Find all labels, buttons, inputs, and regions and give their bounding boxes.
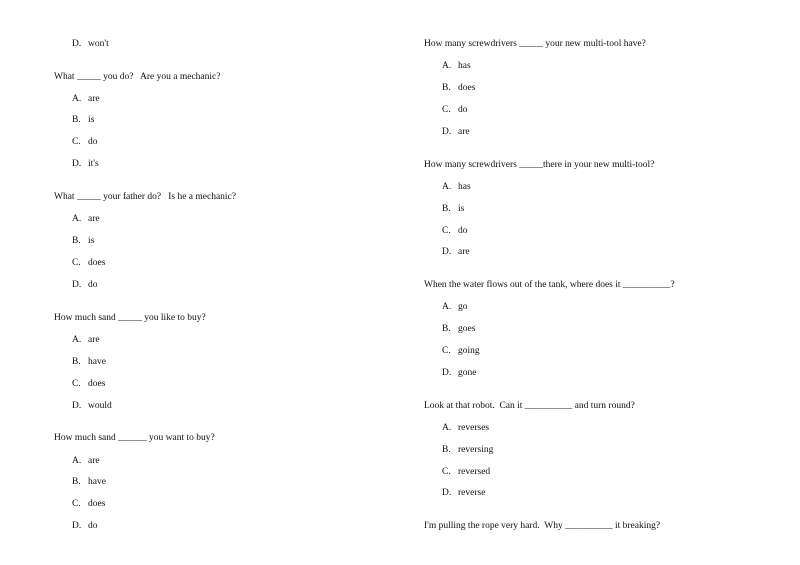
option-text: does (88, 379, 106, 389)
option-b (72, 114, 94, 126)
option-a (442, 60, 471, 72)
option-text: are (88, 94, 100, 104)
option-letter: D. (72, 401, 82, 411)
option-text: is (458, 204, 465, 214)
option-letter: B. (72, 477, 81, 487)
option-text: have (88, 357, 106, 367)
option-text: does (88, 499, 106, 509)
option-text: does (88, 258, 106, 268)
option-b (442, 444, 493, 456)
option-d (442, 126, 470, 138)
option-letter: A. (442, 423, 452, 433)
question-text: How many screwdrivers _____ your new multi-tool have? (424, 39, 646, 49)
option-c (72, 136, 98, 148)
option-c (72, 257, 105, 269)
option-letter: A. (72, 335, 82, 345)
option-d (72, 158, 99, 170)
option-letter: C. (72, 258, 81, 268)
option-letter: D. (72, 39, 82, 49)
option-text: won't (88, 39, 109, 49)
option-letter: C. (72, 499, 81, 509)
option-text: have (88, 477, 106, 487)
option-d (442, 246, 470, 258)
option-letter: B. (442, 204, 451, 214)
option-d (72, 38, 109, 50)
option-text: gone (458, 368, 477, 378)
option-text: reversing (458, 445, 494, 455)
option-a (72, 93, 100, 105)
option-text: do (88, 280, 98, 290)
option-text: do (458, 105, 468, 115)
option-text: are (88, 456, 100, 466)
question-text: I'm pulling the rope very hard. Why __________ it breaking? (424, 521, 661, 531)
option-text: go (458, 302, 468, 312)
option-text: do (88, 137, 98, 147)
option-letter: A. (72, 456, 82, 466)
option-text: reverses (458, 423, 490, 433)
option-b (442, 323, 475, 335)
option-letter: D. (72, 521, 82, 531)
option-text: has (458, 61, 471, 71)
option-text: is (88, 236, 95, 246)
option-letter: B. (442, 324, 451, 334)
option-letter: A. (442, 302, 452, 312)
question-text: How many screwdrivers _____there in your new multi-tool? (424, 160, 655, 170)
option-letter: C. (72, 137, 81, 147)
option-letter: B. (442, 83, 451, 93)
option-letter: C. (442, 346, 451, 356)
option-letter: D. (72, 280, 82, 290)
option-b (442, 82, 475, 94)
option-letter: B. (72, 236, 81, 246)
option-a (72, 455, 100, 467)
option-d (72, 520, 98, 532)
option-c (442, 225, 468, 237)
option-letter: A. (442, 61, 452, 71)
option-text: going (458, 346, 480, 356)
question-text: How much sand ______ you want to buy? (54, 433, 215, 443)
option-a (442, 422, 489, 434)
option-text: are (458, 127, 470, 137)
option-text: would (88, 401, 112, 411)
option-text: do (458, 226, 468, 236)
option-d (442, 367, 476, 379)
option-c (442, 345, 480, 357)
option-a (72, 334, 100, 346)
option-letter: D. (72, 159, 82, 169)
option-c (72, 378, 105, 390)
option-b (442, 203, 464, 215)
option-text: reverse (458, 488, 486, 498)
option-letter: C. (72, 379, 81, 389)
option-letter: A. (72, 94, 82, 104)
option-d (72, 400, 112, 412)
option-letter: D. (442, 127, 452, 137)
option-text: are (88, 214, 100, 224)
question-text: What _____ your father do? Is he a mechanic? (54, 192, 237, 202)
option-a (72, 213, 100, 225)
option-letter: C. (442, 467, 451, 477)
option-letter: B. (72, 357, 81, 367)
option-c (442, 466, 490, 478)
option-text: do (88, 521, 98, 531)
option-letter: D. (442, 488, 452, 498)
option-text: reversed (458, 467, 491, 477)
option-c (72, 498, 105, 510)
option-letter: D. (442, 368, 452, 378)
option-letter: D. (442, 247, 452, 257)
option-text: does (458, 83, 476, 93)
option-d (442, 487, 485, 499)
option-b (72, 356, 106, 368)
option-text: has (458, 182, 471, 192)
option-text: it's (88, 159, 99, 169)
option-letter: B. (72, 115, 81, 125)
option-d (72, 279, 98, 291)
option-text: goes (458, 324, 476, 334)
option-letter: B. (442, 445, 451, 455)
question-text: What _____ you do? Are you a mechanic? (54, 72, 221, 82)
option-letter: C. (442, 105, 451, 115)
option-c (442, 104, 468, 116)
option-b (72, 476, 106, 488)
question-text: How much sand _____ you like to buy? (54, 313, 206, 323)
question-text: Look at that robot. Can it __________ and turn round? (424, 401, 635, 411)
option-letter: A. (442, 182, 452, 192)
option-letter: C. (442, 226, 451, 236)
question-text: When the water flows out of the tank, where does it __________? (424, 280, 675, 290)
option-a (442, 301, 468, 313)
option-a (442, 181, 471, 193)
option-text: are (458, 247, 470, 257)
option-text: is (88, 115, 95, 125)
option-letter: A. (72, 214, 82, 224)
option-text: are (88, 335, 100, 345)
option-b (72, 235, 94, 247)
